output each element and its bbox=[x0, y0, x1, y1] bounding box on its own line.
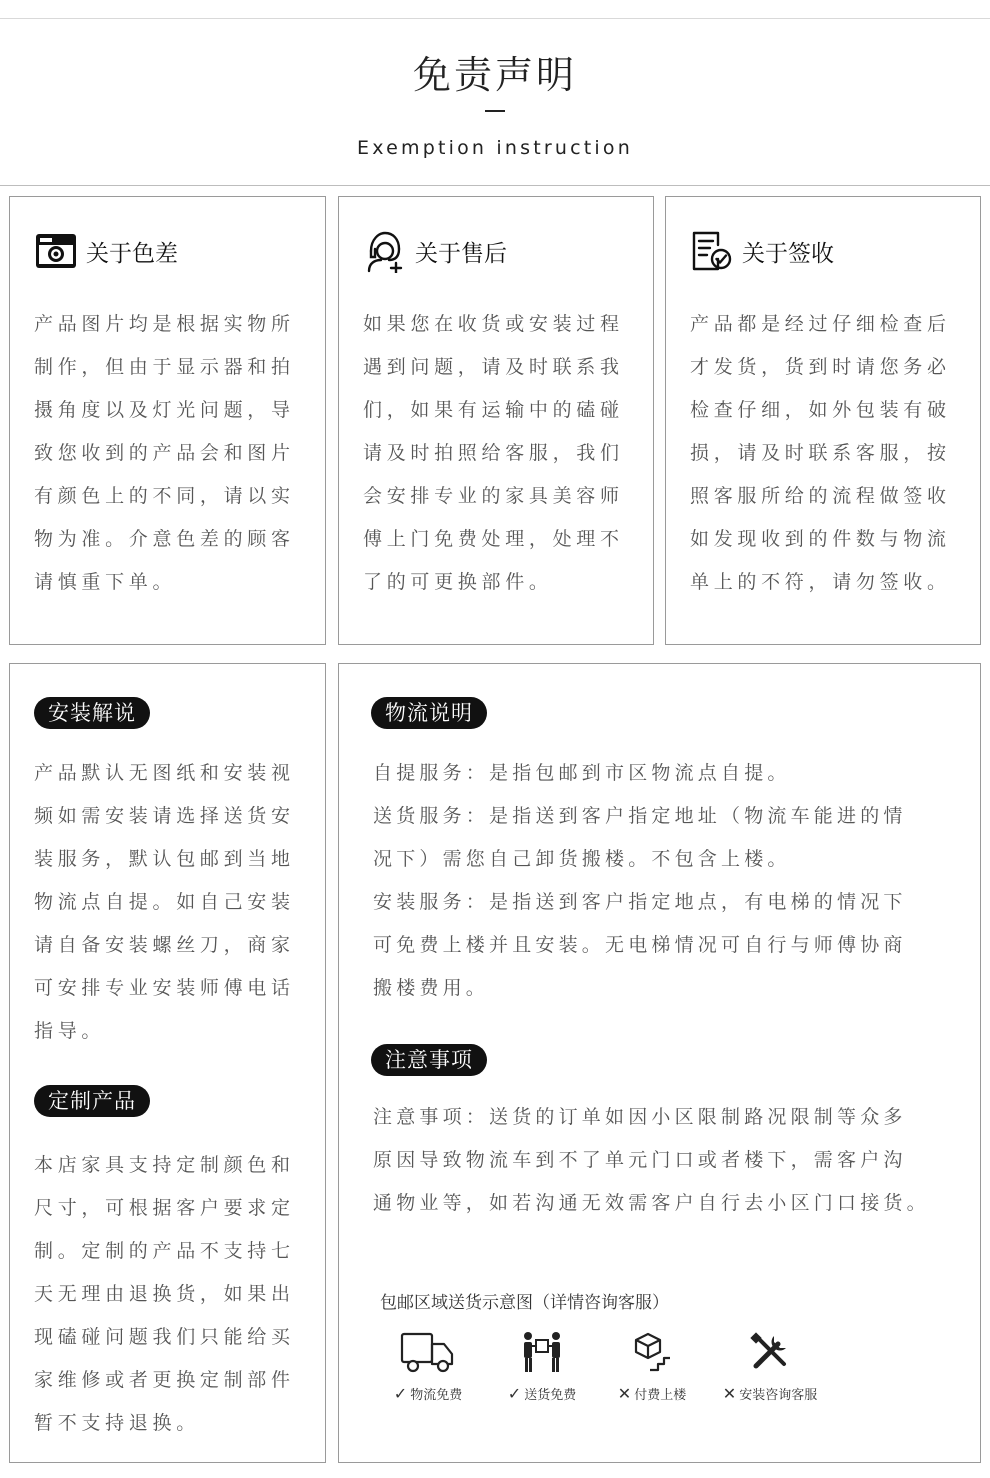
notice-label-badge: 注意事项 bbox=[371, 1044, 487, 1076]
box-stairs-icon bbox=[630, 1330, 674, 1374]
text-line: 检查仔细，如外包装有破 bbox=[690, 399, 951, 421]
color-difference-card bbox=[9, 196, 326, 645]
shipping-title: 包邮区域送货示意图（详情咨询客服） bbox=[380, 1293, 669, 1313]
text-line: 请及时拍照给客服，我们 bbox=[363, 442, 624, 464]
text-line: 傅上门免费处理，处理不 bbox=[363, 528, 624, 550]
label-text: 付费上楼 bbox=[634, 1388, 687, 1403]
label-text: 物流免费 bbox=[410, 1388, 463, 1403]
text-line: 如发现收到的件数与物流 bbox=[690, 528, 951, 550]
text-line: 通物业等，如若沟通无效需客户自行去小区门口接货。 bbox=[373, 1192, 930, 1214]
text-line: 制。定制的产品不支持七 bbox=[34, 1240, 295, 1262]
label-text: 安装咨询客服 bbox=[739, 1388, 818, 1403]
text-line: 才发货，货到时请您务必 bbox=[690, 356, 951, 378]
text-line: 单上的不符，请勿签收。 bbox=[690, 571, 951, 593]
label-text: 送货免费 bbox=[524, 1388, 577, 1403]
text-line: 有颜色上的不同，请以实 bbox=[34, 485, 295, 507]
install-body bbox=[34, 752, 295, 1053]
notice-body bbox=[373, 1096, 930, 1225]
text-line: 们，如果有运输中的磕碰 bbox=[363, 399, 624, 421]
text-line: 现磕碰问题我们只能给买 bbox=[34, 1326, 295, 1348]
text-line: 会安排专业的家具美容师 bbox=[363, 485, 624, 507]
text-line: 可安排专业安装师傅电话 bbox=[34, 977, 295, 999]
shipping-item-label bbox=[712, 1384, 828, 1403]
shipping-item-delivery bbox=[484, 1330, 600, 1403]
text-line: 请慎重下单。 bbox=[34, 571, 177, 593]
text-line: 致您收到的产品会和图片 bbox=[34, 442, 295, 464]
text-line: 请自备安装螺丝刀，商家 bbox=[34, 934, 295, 956]
text-line: 遇到问题，请及时联系我 bbox=[363, 356, 624, 378]
card-header bbox=[363, 229, 507, 273]
text-line: 家维修或者更换定制部件 bbox=[34, 1369, 295, 1391]
text-line: 自提服务：是指包邮到市区物流点自提。 bbox=[373, 762, 791, 784]
card-body bbox=[690, 303, 951, 604]
signing-card bbox=[665, 196, 981, 645]
text-line: 产品图片均是根据实物所 bbox=[34, 313, 295, 335]
customer-service-icon bbox=[363, 229, 407, 273]
cross-icon: ✕ bbox=[617, 1384, 632, 1403]
tools-icon bbox=[748, 1330, 792, 1374]
card-body bbox=[363, 303, 624, 604]
header-divider bbox=[0, 185, 990, 186]
page-title: 免责声明 bbox=[412, 53, 577, 97]
text-line: 物流点自提。如自己安装 bbox=[34, 891, 295, 913]
page-subtitle: Exemption instruction bbox=[357, 137, 633, 159]
document-check-icon bbox=[690, 229, 734, 273]
custom-label-badge: 定制产品 bbox=[34, 1085, 150, 1117]
text-line: 频如需安装请选择送货安 bbox=[34, 805, 295, 827]
check-icon: ✓ bbox=[393, 1384, 408, 1403]
text-line: 天无理由退换货，如果出 bbox=[34, 1283, 295, 1305]
check-icon: ✓ bbox=[507, 1384, 522, 1403]
text-line: 注意事项：送货的订单如因小区限制路况限制等众多 bbox=[373, 1106, 907, 1128]
shipping-item-label bbox=[594, 1384, 710, 1403]
shipping-item-label bbox=[370, 1384, 486, 1403]
cross-icon: ✕ bbox=[722, 1384, 737, 1403]
text-line: 如果您在收货或安装过程 bbox=[363, 313, 624, 335]
text-line: 产品都是经过仔细检查后 bbox=[690, 313, 951, 335]
page-header bbox=[0, 0, 990, 186]
shipping-item-logistics bbox=[370, 1330, 486, 1403]
custom-body bbox=[34, 1144, 295, 1445]
text-line: 可免费上楼并且安装。无电梯情况可自行与师傅协商 bbox=[373, 934, 907, 956]
card-title: 关于色差 bbox=[86, 240, 178, 267]
card-title: 关于签收 bbox=[742, 240, 834, 267]
truck-icon bbox=[400, 1330, 456, 1374]
shipping-item-stairs bbox=[594, 1330, 710, 1403]
text-line: 了的可更换部件。 bbox=[363, 571, 553, 593]
text-line: 原因导致物流车到不了单元门口或者楼下，需客户沟 bbox=[373, 1149, 907, 1171]
shipping-item-label bbox=[484, 1384, 600, 1403]
logistics-body bbox=[373, 752, 907, 1010]
text-line: 况下）需您自己卸货搬楼。不包含上楼。 bbox=[373, 848, 791, 870]
text-line: 照客服所给的流程做签收 bbox=[690, 485, 951, 507]
title-underline bbox=[485, 110, 505, 112]
card-body bbox=[34, 303, 295, 604]
text-line: 产品默认无图纸和安装视 bbox=[34, 762, 295, 784]
text-line: 送货服务：是指送到客户指定地址（物流车能进的情 bbox=[373, 805, 907, 827]
text-line: 本店家具支持定制颜色和 bbox=[34, 1154, 295, 1176]
install-custom-card bbox=[9, 663, 326, 1463]
text-line: 摄角度以及灯光问题，导 bbox=[34, 399, 295, 421]
text-line: 损，请及时联系客服，按 bbox=[690, 442, 951, 464]
install-label-badge: 安装解说 bbox=[34, 697, 150, 729]
shipping-item-install bbox=[712, 1330, 828, 1403]
card-header bbox=[34, 229, 178, 273]
text-line: 安装服务：是指送到客户指定地点，有电梯的情况下 bbox=[373, 891, 907, 913]
text-line: 暂不支持退换。 bbox=[34, 1412, 200, 1434]
camera-icon bbox=[34, 229, 78, 273]
card-header bbox=[690, 229, 834, 273]
logistics-label-badge: 物流说明 bbox=[371, 697, 487, 729]
text-line: 制作，但由于显示器和拍 bbox=[34, 356, 295, 378]
text-line: 物为准。介意色差的顾客 bbox=[34, 528, 295, 550]
card-title: 关于售后 bbox=[415, 240, 507, 267]
delivery-person-icon bbox=[520, 1330, 564, 1374]
text-line: 搬楼费用。 bbox=[373, 977, 490, 999]
text-line: 装服务，默认包邮到当地 bbox=[34, 848, 295, 870]
text-line: 指导。 bbox=[34, 1020, 106, 1042]
text-line: 尺寸，可根据客户要求定 bbox=[34, 1197, 295, 1219]
after-sales-card bbox=[338, 196, 654, 645]
